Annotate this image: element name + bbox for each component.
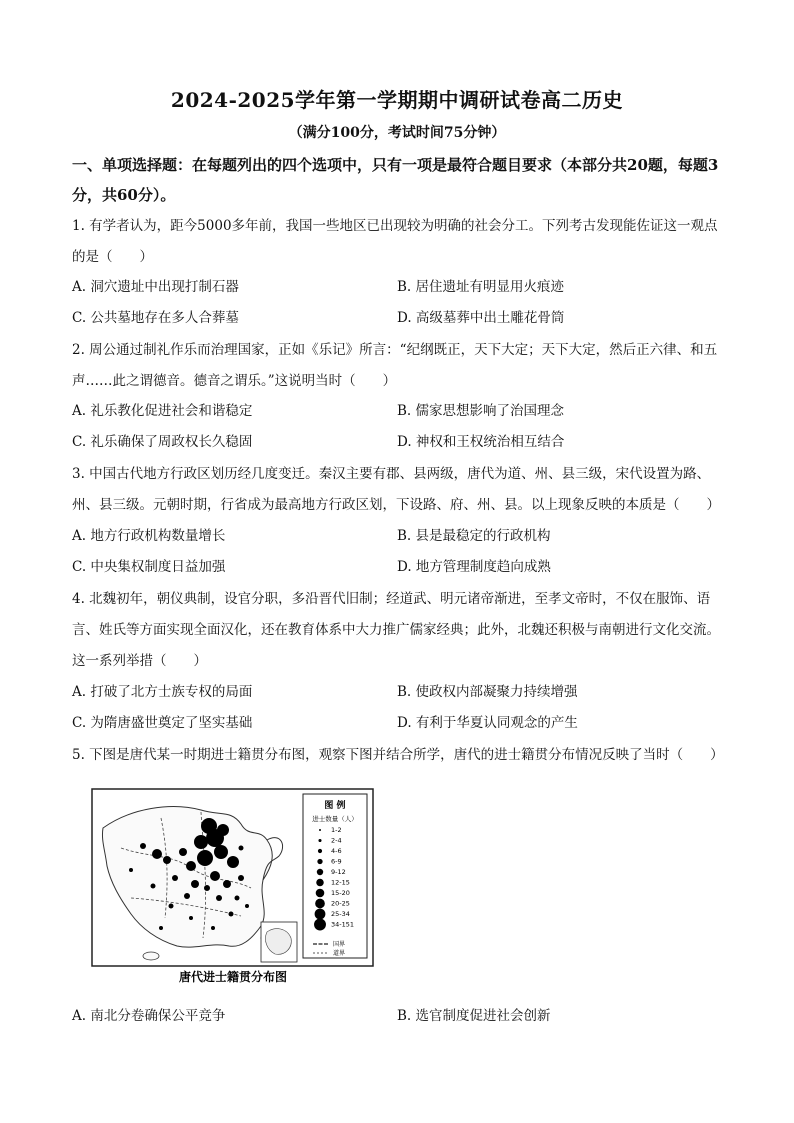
legend-subtitle: 进士数量（人） [312,815,358,823]
map-caption: 唐代进士籍贯分布图 [178,970,288,984]
question-4-option-a[interactable]: A. 打破了北方士族专权的局面 [72,684,253,700]
legend-label-8: 20-25 [331,899,350,908]
question-3-option-c[interactable]: C. 中央集权制度日益加强 [72,559,226,575]
legend-label-1: 1-2 [331,826,342,835]
legend-label-4: 6-9 [331,857,342,866]
question-1-option-d[interactable]: D. 高级墓葬中出土雕花骨筒 [397,310,565,326]
question-2-option-a[interactable]: A. 礼乐教化促进社会和谐稳定 [72,403,253,419]
question-5-option-a[interactable]: A. 南北分卷确保公平竞争 [72,1008,226,1024]
question-3-stem: 3. 中国古代地方行政区划历经几度变迁。秦汉主要有郡、县两级，唐代为道、州、县三级，宋代设置为路、州、县三级。元朝时期，行省成为最高地方行政区划，下设路、府、州、县。以上现象反映的本质是（ ） [72,466,720,513]
question-1-option-c[interactable]: C. 公共墓地存在多人合葬墓 [72,310,239,326]
legend-dot-3 [318,849,322,853]
legend-line-daojie: 道界 [333,950,346,957]
question-5-stem: 5. 下图是唐代某一时期进士籍贯分布图，观察下图并结合所学，唐代的进士籍贯分布情况反映了当时（ ） [72,747,724,763]
legend-label-3: 4-6 [331,847,342,856]
question-2-option-c[interactable]: C. 礼乐确保了周政权长久稳固 [72,434,253,450]
legend-dot-1 [319,829,321,831]
legend-line-guojie: 国界 [333,941,346,948]
legend-dot-10 [314,919,326,931]
legend-dot-9 [315,909,326,920]
section-heading: 一、单项选择题：在每题列出的四个选项中，只有一项是最符合题目要求（本部分共20题，每题3分，共60分）。 [72,156,719,204]
legend-dot-7 [316,889,325,898]
question-3-option-a[interactable]: A. 地方行政机构数量增长 [72,528,226,544]
legend-dot-2 [318,839,321,842]
question-1-option-a[interactable]: A. 洞穴遗址中出现打制石器 [72,279,239,295]
legend-label-9: 25-34 [331,910,350,919]
tang-jinshi-map [91,788,374,988]
question-4-option-d[interactable]: D. 有利于华夏认同观念的产生 [397,715,578,731]
legend-dot-6 [316,879,324,887]
exam-title: 2024-2025学年第一学期期中调研试卷高二历史 [170,88,624,112]
exam-subtitle: （满分100分，考试时间75分钟） [288,125,506,141]
legend-label-7: 15-20 [331,889,350,898]
question-2-option-b[interactable]: B. 儒家思想影响了治国理念 [397,403,565,419]
question-5-option-b[interactable]: B. 选官制度促进社会创新 [397,1008,551,1024]
legend-label-2: 2-4 [331,836,342,845]
question-4-option-b[interactable]: B. 使政权内部凝聚力持续增强 [397,684,578,700]
question-1-stem: 1. 有学者认为，距今5000多年前，我国一些地区已出现较为明确的社会分工。下列考古发现能佐证这一观点的是（ ） [72,218,718,265]
legend-dot-8 [315,899,325,909]
question-2-stem: 2. 周公通过制礼作乐而治理国家，正如《乐记》所言：“纪纲既正，天下大定；天下大定，然后正六律、和五声……此之谓德音。德音之谓乐。”这说明当时（ ） [72,342,718,389]
legend-dot-5 [317,869,323,875]
question-1-option-b[interactable]: B. 居住遗址有明显用火痕迹 [397,279,565,295]
question-2-option-d[interactable]: D. 神权和王权统治相互结合 [397,434,565,450]
legend-label-6: 12-15 [331,878,350,887]
question-3-option-d[interactable]: D. 地方管理制度趋向成熟 [397,559,551,575]
map-image [91,788,374,988]
legend-dot-4 [317,859,322,864]
legend-label-10: 34-151 [331,920,355,929]
legend-label-5: 9-12 [331,868,346,877]
question-3-option-b[interactable]: B. 县是最稳定的行政机构 [397,528,551,544]
question-4-option-c[interactable]: C. 为隋唐盛世奠定了坚实基础 [72,715,253,731]
legend-title: 图 例 [324,801,346,811]
question-4-stem: 4. 北魏初年，朝仪典制，设官分职，多沿晋代旧制；经道武、明元诸帝渐进，至孝文帝时，不仅在服饰、语言、姓氏等方面实现全面汉化，还在教育体系中大力推广儒家经典；此外，北魏还积极与南朝进行文化交流。这一系列举措（ ） [72,591,720,669]
